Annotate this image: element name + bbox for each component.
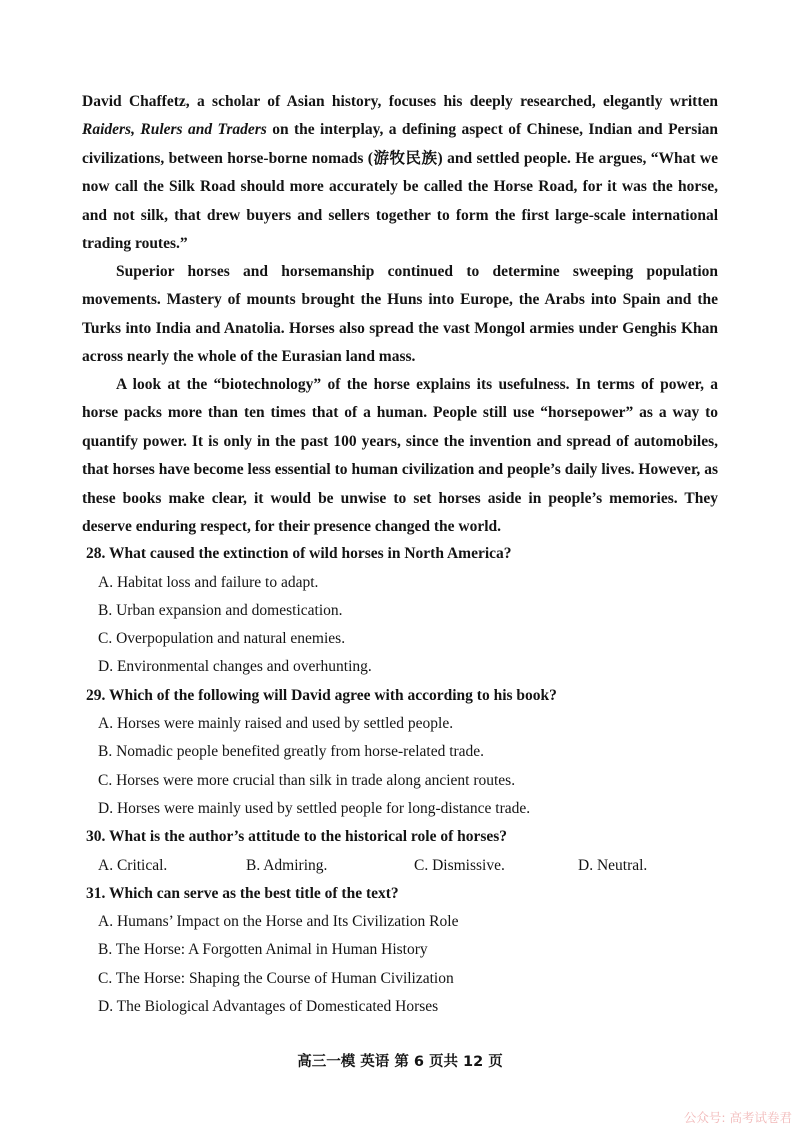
question-30-option-a[interactable]: A. Critical. <box>98 857 168 874</box>
question-29-stem: 29. Which of the following will David agree with according to his book? <box>86 687 557 704</box>
passage-paragraph-2: Superior horses and horsemanship continued to determine sweeping population movements. Mastery of mounts brought the Huns into Europe, the Arabs into Spain and the Turks into India and Anatolia. Horses also spread the vast Mongol armies under Genghis Khan across nearly the whole of the Eurasian land mass. <box>82 263 718 366</box>
passage-paragraph-1 <box>82 88 718 258</box>
question-28-option-a[interactable]: A. Habitat loss and failure to adapt. <box>98 574 319 591</box>
question-29-option-c[interactable]: C. Horses were more crucial than silk in trade along ancient routes. <box>98 772 516 789</box>
question-31-option-c[interactable]: C. The Horse: Shaping the Course of Human Civilization <box>98 970 454 987</box>
question-29-option-a[interactable]: A. Horses were mainly raised and used by settled people. <box>98 715 454 732</box>
question-28-option-c[interactable]: C. Overpopulation and natural enemies. <box>98 630 346 647</box>
p1-text-before-title: David Chaffetz, a scholar of Asian history, focuses his deeply researched, elegantly written <box>82 93 718 110</box>
question-30-option-b[interactable]: B. Admiring. <box>246 857 328 874</box>
question-29-option-b[interactable]: B. Nomadic people benefited greatly from horse-related trade. <box>98 743 485 760</box>
question-28-stem: 28. What caused the extinction of wild horses in North America? <box>86 545 512 562</box>
question-30-stem: 30. What is the author’s attitude to the historical role of horses? <box>86 828 508 845</box>
question-29-option-d[interactable]: D. Horses were mainly used by settled people for long-distance trade. <box>98 800 531 817</box>
question-30-option-d[interactable]: D. Neutral. <box>578 857 648 874</box>
question-31-stem: 31. Which can serve as the best title of the text? <box>86 885 399 902</box>
question-31-option-a[interactable]: A. Humans’ Impact on the Horse and Its Civilization Role <box>98 913 459 930</box>
question-31-option-d[interactable]: D. The Biological Advantages of Domesticated Horses <box>98 998 439 1015</box>
watermark-text: 公众号: 高考试卷君 <box>683 1110 792 1125</box>
question-28-option-b[interactable]: B. Urban expansion and domestication. <box>98 602 343 619</box>
passage-paragraph-3: A look at the “biotechnology” of the horse explains its usefulness. In terms of power, a horse packs more than ten times that of a human. People still use “horsepower” as a way to quantify power. It is only in the past 100 years, since the invention and spread of automobiles, that horses have become less essential to human civilization and people’s daily lives. However, as these books make clear, it would be unwise to set horses aside in people’s memories. They deserve enduring respect, for their presence changed the world. <box>82 376 718 536</box>
question-31-option-b[interactable]: B. The Horse: A Forgotten Animal in Human History <box>98 941 428 958</box>
page-footer: 高三一模 英语 第 6 页共 12 页 <box>297 1054 503 1070</box>
question-28-option-d[interactable]: D. Environmental changes and overhunting. <box>98 658 372 675</box>
question-30-option-c[interactable]: C. Dismissive. <box>414 857 505 874</box>
p1-text-after-title: on the interplay, a defining aspect of Chinese, Indian and Persian civilizations, between horse-borne nomads (游牧民族) and settled people. He argues, “What we now call the Silk Road should more accurately be called the Horse Road, for it was the horse, and not silk, that drew buyers and sellers together to form the first large-scale international trading routes.” <box>82 121 718 253</box>
book-title: Raiders, Rulers and Traders <box>82 121 267 139</box>
